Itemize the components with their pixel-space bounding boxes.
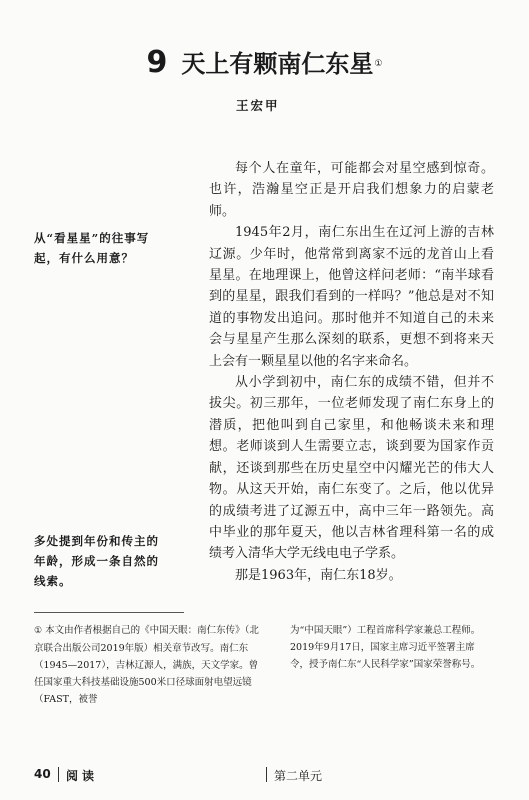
paragraph: 从小学到初中，南仁东的成绩不错，但并不拔尖。初三那年，一位老师发现了南仁东身上的潜质，把他叫到自己家里，和他畅谈未来和理想。老师谈到人生需要立志，谈到要为国家作贡献，还谈到那些在历史星空中闪耀光芒的伟大人物。从这天开始，南仁东变了。之后，他以优异的成绩考进了辽源五中，高中三年一路领先。高中毕业的那年夏天，他以吉林省理科第一名的成绩考入清华大学无线电电子学系。	[209, 375, 494, 562]
paragraph: 每个人在童年，可能都会对星空感到惊奇。也许，浩瀚星空正是开启我们想象力的启蒙老师。	[209, 161, 494, 219]
footnote-marker: ①	[34, 626, 43, 636]
footer-divider	[58, 767, 59, 782]
page-number: 40	[34, 767, 51, 781]
footnote-divider	[34, 612, 184, 613]
body-text	[209, 158, 494, 586]
footnote-right: 为“中国天眼”）工程首席科学家兼总工程师。2019年9月17日，国家主席习近平签署主席令，授予南仁东“人民科学家”国家荣誉称号。	[290, 625, 481, 670]
title-footnote-ref[interactable]: ①	[374, 58, 383, 69]
footnote-text-left: 本文由作者根据自己的《中国天眼：南仁东传》（北京联合出版公司2019年版）相关章节改写。南仁东（1945—2017），吉林辽源人，满族，天文学家。曾任国家重大科技基础设施500米口径球面射电望远镜（FAST，被誉	[34, 625, 259, 705]
lesson-title	[0, 44, 529, 80]
lesson-title-text: 天上有颗南仁东星	[181, 50, 374, 78]
side-note-1: 从“看星星”的往事写起，有什么用意？	[34, 231, 150, 265]
unit-name: 第二单元	[274, 769, 323, 783]
footer-divider	[266, 767, 267, 782]
lesson-number: 9	[146, 45, 168, 80]
side-note-2: 多处提到年份和传主的年龄，形成一条自然的线索。	[34, 534, 159, 588]
book-name: 阅读	[66, 769, 99, 783]
author-name: 王宏甲	[236, 98, 280, 113]
paragraph: 1945年2月，南仁东出生在辽河上游的吉林辽源。少年时，他常常到离家不远的龙首山上看星星。在地理课上，他曾这样问老师：“南半球看到的星星，跟我们看到的一样吗？”他总是对不知道的事物发出追问。那时他并不知道自己的未来会与星星产生那么深刻的联系，更想不到将来天上会有一颗星星以他的名字来命名。	[209, 225, 494, 369]
paragraph: 那是1963年，南仁东18岁。	[235, 567, 402, 583]
footnote-left	[34, 622, 266, 708]
